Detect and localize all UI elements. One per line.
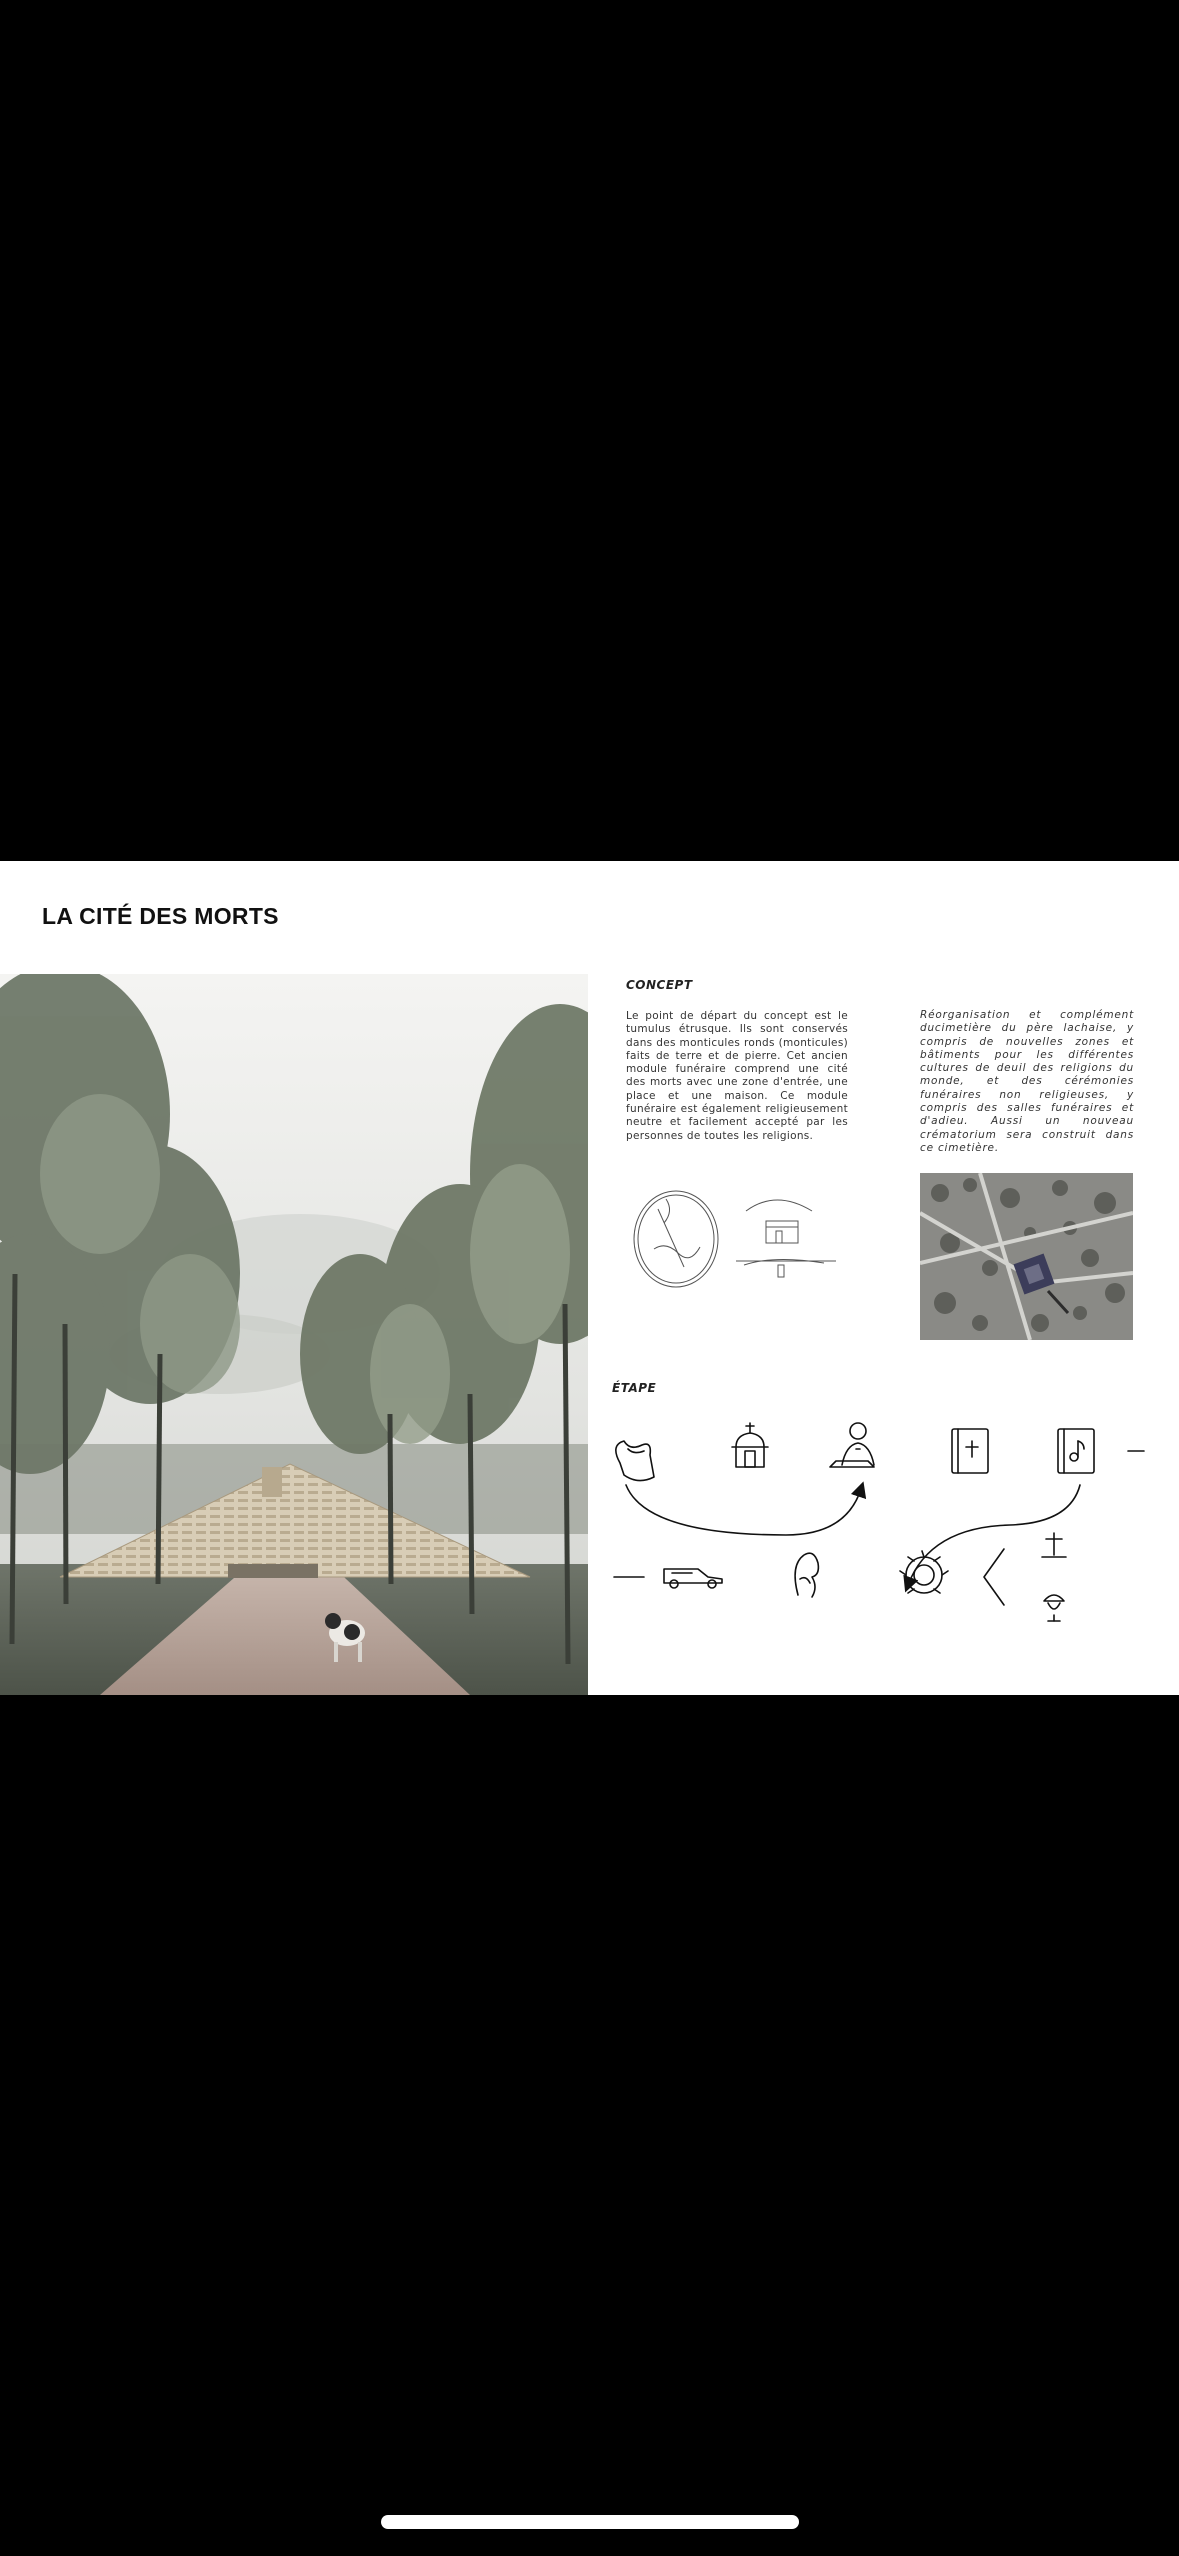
etape-process-diagram [588,1401,1179,1695]
chapel-icon [732,1423,768,1467]
concept-sketch [626,1179,848,1303]
bible-icon [952,1429,988,1473]
music-book-icon [1058,1429,1094,1473]
home-indicator[interactable] [381,2515,799,2529]
aerial-site-view [920,1173,1133,1340]
sheet-title: LA CITÉ DES MORTS [42,903,279,929]
priest-icon [830,1423,874,1467]
tumulus-rendering [0,974,588,1695]
reorganisation-text: Réorganisation et complément ducimetière du père lachaise, y compris de nouvelles zones et bâtiments pour les différentes cultures de deuil des religions du monde, et des cérémonies funéraires non religieuses, y compris des salles funéraires et d'adieu. Aussi un nouveau crématorium sera construit dans ce cimetière. [920,1009,1134,1154]
presentation-sheet [0,861,1179,1695]
mourner-icon [795,1553,818,1597]
flower-wreath-icon [900,1551,948,1593]
hearse-icon [664,1569,722,1588]
grave-icon [1042,1533,1066,1557]
concept-heading: CONCEPT [626,978,693,992]
urn-icon [1044,1595,1064,1621]
concept-text: Le point de départ du concept est le tumulus étrusque. Ils sont conservés dans des monticules ronds (monticules) faits de terre et de pierre. Cet ancien module funéraire comprend une cité des morts avec une zone d'entrée, une place et une maison. Ce module funéraire est également religieusement neutre et facilement accepté par les personnes de toutes les religions. [626,1010,848,1142]
etape-heading: ÉTAPE [612,1381,657,1395]
cloth-icon [616,1441,654,1481]
